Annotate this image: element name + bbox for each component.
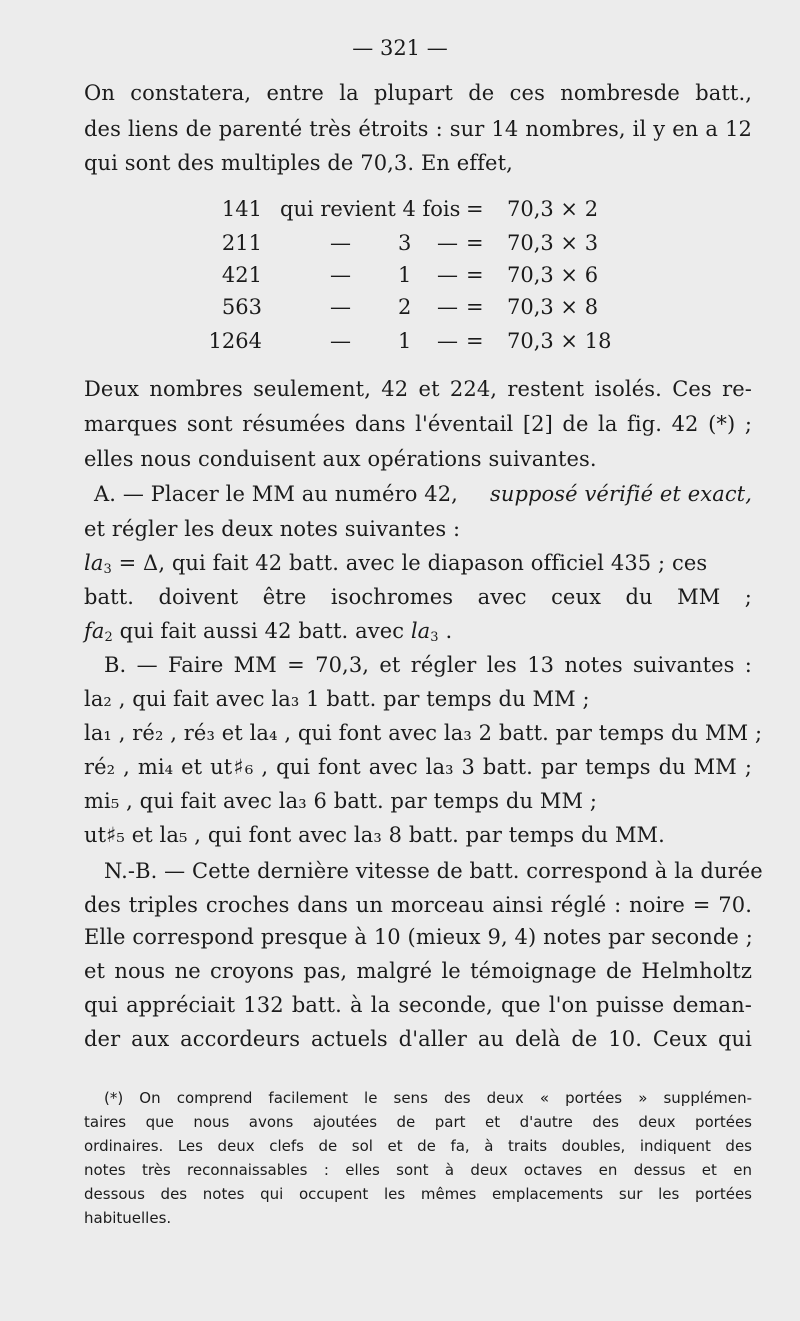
table-equals: = bbox=[466, 197, 484, 221]
intro-line: des liens de parenté très étroits : sur 14 nombres, il y en a 12 bbox=[84, 117, 752, 141]
step-b-line: B. — Faire MM = 70,3, et régler les 13 notes suivantes : bbox=[104, 653, 752, 677]
note-name: fa bbox=[84, 619, 105, 643]
table-count-text: qui revient 4 fois bbox=[280, 197, 461, 221]
paragraph-line: marques sont résumées dans l'éventail [2] de la fig. 42 (*) ; bbox=[84, 412, 752, 436]
table-ditto: — bbox=[330, 295, 351, 319]
intro-line: On constatera, entre la plupart de ces nombresde batt., bbox=[84, 81, 752, 105]
table-number: 141 bbox=[221, 197, 262, 221]
table-ditto: — bbox=[437, 231, 458, 255]
table-ditto: — bbox=[330, 329, 351, 353]
step-a-line bbox=[94, 479, 752, 509]
footnote-line: habituelles. bbox=[84, 1209, 172, 1227]
table-result: 70,3 × 2 bbox=[507, 197, 599, 221]
note-list-line: ut♯₅ et la₅ , qui font avec la₃ 8 batt. par temps du MM. bbox=[84, 823, 665, 847]
fa2-line bbox=[84, 616, 752, 653]
note-name: la bbox=[410, 619, 431, 643]
table-equals: = bbox=[466, 295, 484, 319]
table-ditto: — bbox=[437, 329, 458, 353]
footnote-line: notes très reconnaissables : elles sont à deux octaves en dessus et en bbox=[84, 1161, 752, 1179]
nb-line: Elle correspond presque à 10 (mieux 9, 4) notes par seconde ; bbox=[84, 925, 753, 949]
table-ditto: — bbox=[330, 263, 351, 287]
table-ditto: — bbox=[437, 295, 458, 319]
table-result: 70,3 × 6 bbox=[507, 263, 599, 287]
footnote-line: (*) On comprend facilement le sens des deux « portées » supplémen- bbox=[104, 1089, 752, 1107]
table-count: 1 bbox=[398, 329, 412, 353]
paragraph-line: Deux nombres seulement, 42 et 224, restent isolés. Ces re- bbox=[84, 377, 752, 401]
step-a-italic: supposé vérifié et exact, bbox=[489, 482, 752, 506]
la3-line bbox=[84, 548, 752, 585]
step-a-line2: et régler les deux notes suivantes : bbox=[84, 517, 461, 541]
note-octave: 3 bbox=[103, 562, 112, 577]
nb-line: et nous ne croyons pas, malgré le témoignage de Helmholtz bbox=[84, 959, 752, 983]
table-equals: = bbox=[466, 231, 484, 255]
table-result: 70,3 × 8 bbox=[507, 295, 599, 319]
table-ditto: — bbox=[330, 231, 351, 255]
table-number: 421 bbox=[221, 263, 262, 287]
table-number: 211 bbox=[221, 231, 262, 255]
note-octave: 3 bbox=[430, 630, 439, 645]
note-list-line: mi₅ , qui fait avec la₃ 6 batt. par temps du MM ; bbox=[84, 789, 598, 813]
table-result: 70,3 × 3 bbox=[507, 231, 599, 255]
table-number: 563 bbox=[221, 295, 262, 319]
footnote-line: dessous des notes qui occupent les mêmes emplacements sur les portées bbox=[84, 1185, 752, 1203]
table-count: 1 bbox=[398, 263, 412, 287]
paragraph-line: elles nous conduisent aux opérations suivantes. bbox=[84, 447, 597, 471]
note-list-line: la₂ , qui fait avec la₃ 1 batt. par temps du MM ; bbox=[84, 687, 590, 711]
intro-line: qui sont des multiples de 70,3. En effet, bbox=[84, 151, 513, 175]
fa2-end: . bbox=[438, 619, 453, 643]
table-equals: = bbox=[466, 329, 484, 353]
step-a-text: A. — Placer le MM au numéro 42, bbox=[94, 482, 458, 506]
nb-line: der aux accordeurs actuels d'aller au delà de 10. Ceux qui bbox=[84, 1027, 752, 1051]
nb-line: N.-B. — Cette dernière vitesse de batt. correspond à la durée bbox=[104, 859, 763, 883]
table-count: 2 bbox=[398, 295, 412, 319]
table-ditto: — bbox=[437, 263, 458, 287]
table-number: 1264 bbox=[208, 329, 262, 353]
table-count: 3 bbox=[398, 231, 412, 255]
footnote-line: taires que nous avons ajoutées de part et d'autre des deux portées bbox=[84, 1113, 752, 1131]
table-equals: = bbox=[466, 263, 484, 287]
footnote-line: ordinaires. Les deux clefs de sol et de fa, à traits doubles, indiquent des bbox=[84, 1137, 752, 1155]
la3-text: = Δ, qui fait 42 batt. avec le diapason officiel 435 ; ces bbox=[111, 551, 708, 575]
page-number: — 321 — bbox=[352, 36, 448, 60]
table-result: 70,3 × 18 bbox=[507, 329, 612, 353]
note-list-line: la₁ , ré₂ , ré₃ et la₄ , qui font avec la₃ 2 batt. par temps du MM ; bbox=[84, 721, 763, 745]
fa2-text: qui fait aussi 42 batt. avec bbox=[112, 619, 411, 643]
note-list-line: ré₂ , mi₄ et ut♯₆ , qui font avec la₃ 3 batt. par temps du MM ; bbox=[84, 755, 752, 779]
nb-line: qui appréciait 132 batt. à la seconde, que l'on puisse deman- bbox=[84, 993, 752, 1017]
batt-line: batt. doivent être isochromes avec ceux du MM ; bbox=[84, 585, 752, 609]
nb-line: des triples croches dans un morceau ainsi réglé : noire = 70. bbox=[84, 893, 752, 917]
note-octave: 2 bbox=[104, 630, 113, 645]
note-name: la bbox=[84, 551, 104, 575]
